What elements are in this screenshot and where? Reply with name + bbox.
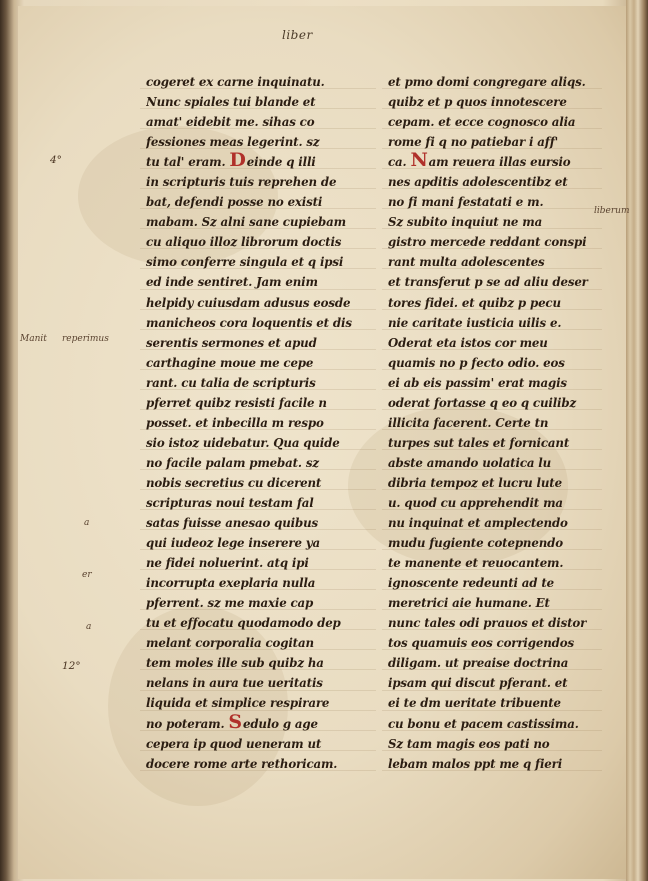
text-line: rant. cu talia de scripturis	[146, 375, 316, 390]
text-line: scripturas noui testam fal	[146, 495, 314, 510]
rubricated-initial: D	[229, 152, 246, 172]
margin-note-left-mark: er	[82, 570, 92, 580]
text-line: abste amando uolatica lu	[388, 455, 552, 470]
text-line: cepera ip quod ueneram ut	[146, 736, 322, 751]
text-line: pferrent. sz me maxie cap	[146, 596, 314, 611]
margin-note-left-mark: a	[84, 518, 90, 528]
text-line: cu aliquo illoz librorum doctis	[146, 235, 342, 250]
text-line: satas fuisse anesao quibus	[146, 516, 319, 531]
text-line: no poteram. Sedulo g age	[146, 713, 318, 733]
text-line: cu bonu et pacem castissima.	[388, 716, 579, 731]
text-line: amat' eidebit me. sihas co	[146, 115, 315, 130]
text-line: rome fi q no patiebar i aff'	[388, 135, 559, 150]
text-line: Nunc spiales tui blande et	[146, 95, 316, 110]
text-line: ipsam qui discut pferant. et	[388, 676, 568, 691]
text-line: incorrupta exeplaria nulla	[146, 576, 316, 591]
text-line: tu et effocatu quodamodo dep	[146, 616, 341, 631]
text-line: cepam. et ecce cognosco alia	[388, 115, 576, 130]
text-line: illicita facerent. Certe tn	[388, 415, 549, 430]
text-line: dibria tempoz et lucru lute	[388, 475, 562, 490]
page-edge	[626, 0, 648, 881]
text-line: nunc tales odi prauos et distor	[388, 616, 587, 631]
text-line: Sz subito inquiut ne ma	[388, 215, 543, 230]
text-line: mabam. Sz alni sane cupiebam	[146, 215, 346, 230]
text-line: cogeret ex carne inquinatu.	[146, 75, 325, 89]
text-line: sio istoz uidebatur. Qua quide	[146, 435, 340, 450]
text-line: tores fidei. et quibz p pecu	[388, 295, 561, 310]
text-line: simo conferre singula et q ipsi	[146, 255, 344, 270]
text-line: tu tal' eram. Deinde q illi	[146, 152, 316, 172]
rubricated-initial: S	[228, 713, 242, 733]
text-line: no facile palam pmebat. sz	[146, 455, 319, 470]
text-line: meretrici aie humane. Et	[388, 596, 550, 611]
margin-note-left-word: reperimus	[62, 334, 109, 344]
left-text-column	[146, 72, 372, 774]
text-line: nobis secretius cu dicerent	[146, 475, 322, 490]
margin-note-left-word: Manit	[20, 334, 47, 344]
text-line: qui iudeoz lege inserere ya	[146, 536, 320, 551]
text-line: tem moles ille sub quibz ha	[146, 656, 324, 671]
running-title: liber	[282, 28, 313, 42]
text-line: et transferut p se ad aliu deser	[388, 275, 588, 290]
text-line: te manente et reuocantem.	[388, 556, 564, 571]
text-line: Sz tam magis eos pati no	[388, 736, 550, 751]
text-line: oderat fortasse q eo q cuilibz	[388, 395, 577, 410]
text-line: nie caritate iusticia uilis e.	[388, 315, 562, 330]
text-line: ne fidei noluerint. atq ipi	[146, 556, 309, 571]
text-line: carthagine moue me cepe	[146, 355, 314, 370]
text-line: in scripturis tuis reprehen de	[146, 175, 337, 190]
text-line: helpidy cuiusdam adusus eosde	[146, 295, 351, 310]
text-line: pferret quibz resisti facile n	[146, 395, 327, 410]
text-line: tos quamuis eos corrigendos	[388, 636, 574, 651]
text-line: nu inquinat et amplectendo	[388, 516, 568, 531]
text-line: ed inde sentiret. Jam enim	[146, 275, 318, 290]
text-line: rant multa adolescentes	[388, 255, 545, 270]
margin-note-left-mark: a	[86, 622, 92, 632]
text-line: fessiones meas legerint. sz	[146, 135, 320, 150]
text-line: mudu fugiente cotepnendo	[388, 536, 563, 551]
text-line: ei te dm ueritate tribuente	[388, 696, 561, 711]
margin-note-left-numeral: 12°	[62, 660, 81, 672]
text-line: liquida et simplice respirare	[146, 696, 330, 711]
text-line: docere rome arte rethoricam.	[146, 756, 338, 771]
margin-note-left-numeral: 4°	[50, 154, 62, 166]
text-line: nelans in aura tue ueritatis	[146, 676, 323, 691]
right-text-column	[388, 72, 602, 774]
text-line: ca. Nam reuera illas eursio	[388, 152, 571, 172]
text-line: quamis no p fecto odio. eos	[388, 355, 565, 370]
text-line: bat, defendi posse no existi	[146, 195, 323, 210]
text-line: gistro mercede reddant conspi	[388, 235, 587, 250]
text-line: lebam malos ppt me q fieri	[388, 756, 563, 771]
text-line: diligam. ut preaise doctrina	[388, 656, 569, 671]
text-line: posset. et inbecilla m respo	[146, 415, 324, 430]
text-line: u. quod cu apprehendit ma	[388, 495, 563, 510]
text-line: turpes sut tales et fornicant	[388, 435, 570, 450]
text-line: quibz et p quos innotescere	[388, 95, 567, 110]
text-line: et pmo domi congregare aliqs.	[388, 75, 586, 89]
text-line: no fi mani festatati e m.	[388, 195, 544, 210]
rubricated-initial: N	[410, 152, 428, 172]
text-line: manicheos cora loquentis et dis	[146, 315, 352, 330]
text-line: ignoscente redeunti ad te	[388, 576, 555, 591]
text-line: Oderat eta istos cor meu	[388, 335, 548, 350]
text-line: melant corporalia cogitan	[146, 636, 314, 651]
text-line: serentis sermones et apud	[146, 335, 317, 350]
text-line: ei ab eis passim' erat magis	[388, 375, 567, 390]
text-line: nes apditis adolescentibz et	[388, 175, 568, 190]
margin-note-right-word: liberum	[594, 206, 630, 216]
